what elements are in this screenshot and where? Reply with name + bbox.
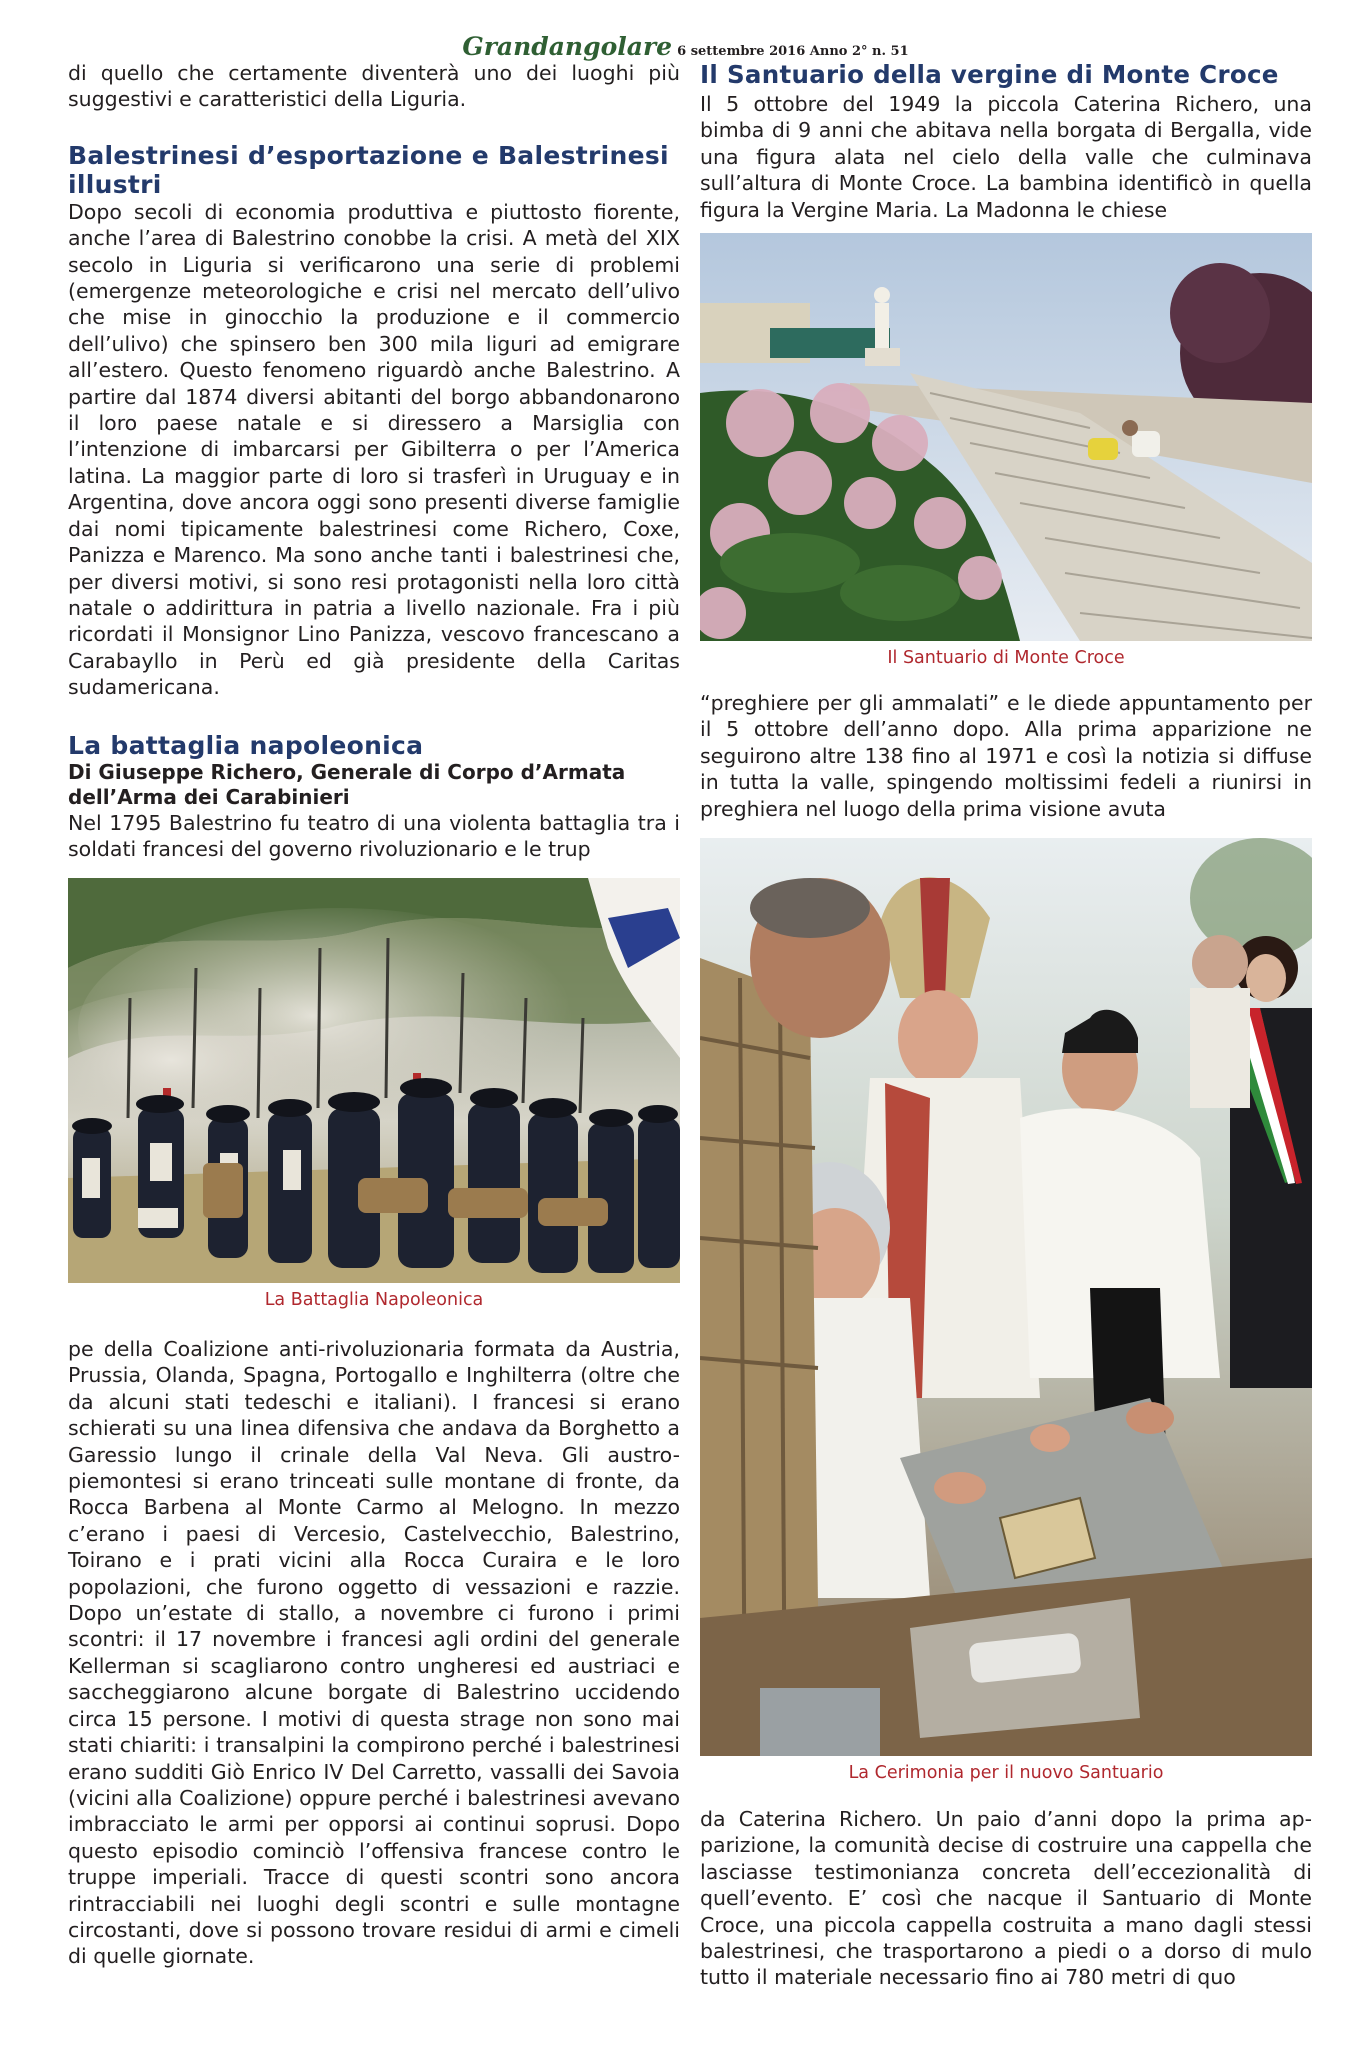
emigration-paragraph: Dopo secoli di economia produttiva e piuttosto fiorente, anche l’area di Balestrino conobbe la crisi. A metà del XIX secolo in Liguria si verificarono una serie di problemi (emergenze meteorologiche e crisi nel mercato dell’ulivo che mise in ginocchio la produzione e il commercio dell’ulivo) che spinsero ben 300 mila liguri ad emigrare all’estero. Questo fenomeno riguardò anche Balestrino. A partire dal 1874 diversi abitanti del borgo abbandonarono il loro paese natale e si diressero a Marsiglia con l’intenzione di imbarcarsi per Gibilterra o per l’America latina. La maggior parte di loro si trasferì in Uruguay e in Argentina, dove ancora oggi sono presenti diverse famiglie dai nomi tipicamente balestrinesi come Richero, Coxe, Panizza e Marenco. Ma sono anche tanti i balestrinesi che, per diversi motivi, si sono resi protagonisti nella loro città natale o addirittura in patria a livello nazionale. Fra i più ricordati il Monsignor Lino Panizza, vescovo francescano a Carabayllo in Perù ed già presidente della Caritas sudamericana. xyxy=(68,199,680,700)
battle-paragraph-continued: pe della Coalizione anti-rivoluzionaria formata da Austria, Prussia, Olanda, Spagna, Portogallo e Inghilterra (oltre che da alcuni stati tedeschi e italiani). I francesi si erano schierati su una linea difensiva che andava da Borghetto a Garessio lungo il crinale della Val Neva. Gli austro-piemontesi si erano trinceati sulle montane di fronte, da Rocca Barbena al Monte Carmo al Melogno. In mezzo c’erano i paesi di Vercesio, Castelvecchio, Balestrino, Toirano e i prati vicini alla Rocca Curaira e le loro popolazioni, che furono oggetto di vessazioni e razzie. Dopo un’estate di stallo, a novembre ci furono i primi scontri: il 17 novembre i francesi agli ordini del generale Kellerman si scagliarono contro ungheresi ed austriaci e saccheggiarono alcune borgate di Balestrino uccidendo circa 15 persone. I motivi di questa strage non sono mai stati chiariti: i transalpini la compirono perché i balestrinesi erano sudditi Giò Enrico IV Del Carretto, vassalli dei Savoia (vicini alla Coalizione) oppure perché i balestrinesi avevano imbracciato le armi per opporsi ai continui soprusi. Dopo questo episodio cominciò l’offensiva francese contro le truppe imperiali. Tracce di questi scontri sono ancora rintracciabili nei luoghi degli scontri e sulle montagne circostanti, dove si possono trovare residui di armi e cimeli di quelle giornate. xyxy=(68,1337,680,1969)
section-heading-sanctuary: Il Santuario della vergine di Monte Croce xyxy=(700,60,1279,89)
right-column-bottom xyxy=(700,1806,1312,1991)
battle-paragraph-intro: Nel 1795 Balestrino fu teatro di una violenta battaglia tra i soldati francesi del governo rivoluzionario e le trup xyxy=(68,810,680,861)
publication-name: Grandangolare xyxy=(462,32,673,61)
section-heading-battle: La battaglia napoleonica xyxy=(68,730,424,760)
caption-ceremony: La Cerimonia per il nuovo Santuario xyxy=(848,1763,1164,1783)
intro-paragraph: di quello che certamente diventerà uno dei luoghi più suggestivi e caratteristici della Liguria. xyxy=(68,61,680,112)
article-byline: Di Giuseppe Richero, Generale di Corpo d’Armata dell’Arma dei Carabinieri xyxy=(68,759,626,809)
sanctuary-paragraph-intro: Il 5 ottobre del 1949 la piccola Caterina Richero, una bimba di 9 anni che abitava nella borgata di Bergalla, vide una figura alata nel cielo della valle che culminava sull’altura di Monte Croce. La bambina identificò in quella figura la Vergine Maria. La Madonna le chiese xyxy=(700,92,1312,222)
caption-sanctuary: Il Santuario di Monte Croce xyxy=(887,648,1125,668)
sanctuary-paragraph-bottom: da Caterina Richero. Un paio d’anni dopo la prima apparizione, la comunità decise di costruire una cappella che lasciasse testimonianza concreta dell’eccezionalità di quell’evento. E’ così che nacque il Santuario di Monte Croce, una piccola cappella costruita a mano dagli stessi balestrinesi, che trasportarono a piedi o a dorso di mulo tutto il materiale necessario fino ai 780 metri di quo xyxy=(700,1807,1312,1990)
sanctuary-paragraph-middle: “preghiere per gli ammalati” e le diede appuntamento per il 5 ottobre dell’anno dopo. Alla prima apparizione ne seguirono altre 138 fino al 1971 e così la notizia si diffuse in tutta la valle, spingendo moltissimi fedeli a riunirsi in preghiera nel luogo della prima visione avuta xyxy=(700,691,1312,821)
left-column-top xyxy=(68,60,680,862)
right-column-middle xyxy=(700,690,1312,822)
photo-ceremony-new-sanctuary xyxy=(700,838,1312,1756)
section-heading-emigration: Balestrinesi d’esportazione e Balestrinesi illustri xyxy=(68,140,669,199)
caption-napoleonic-battle: La Battaglia Napoleonica xyxy=(264,1290,484,1310)
photo-sanctuary-monte-croce xyxy=(700,233,1312,641)
left-column-bottom xyxy=(68,1336,680,1970)
photo-napoleonic-battle xyxy=(68,878,680,1283)
right-column-top xyxy=(700,60,1312,223)
issue-info: 6 settembre 2016 Anno 2° n. 51 xyxy=(677,44,909,59)
